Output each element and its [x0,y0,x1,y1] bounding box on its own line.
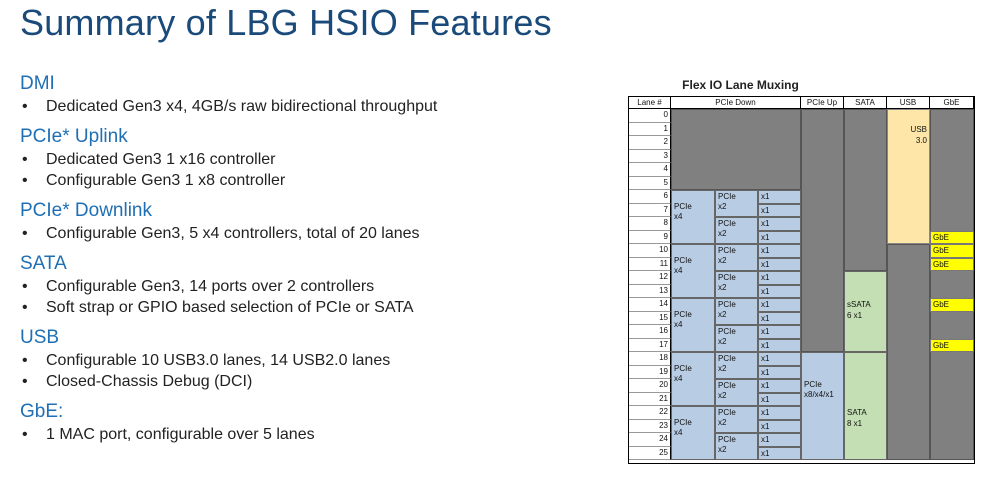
pcie-x1-cell: x1 [758,258,801,272]
lane-number: 11 [629,258,671,272]
lane-number: 4 [629,163,671,177]
lane-number: 20 [629,379,671,393]
lane-number: 18 [629,352,671,366]
header-pcie-up: PCIe Up [801,97,844,109]
pcie-x2-cell: PCIe x2 [715,352,758,379]
lane-number: 25 [629,447,671,461]
section-heading: USB [20,327,60,348]
header-pcie-down: PCIe Down [671,97,801,109]
section-usb [20,326,580,392]
bullet-item: • Configurable 10 USB3.0 lanes, 14 USB2.0 lanes [20,350,580,371]
lane-number: 19 [629,366,671,380]
lane-number: 17 [629,339,671,353]
pcie-x4-cell: PCIe x4 [671,406,715,460]
pcie-up-unavailable [801,109,844,352]
header-gbe: GbE [930,97,974,109]
pcie-x1-cell: x1 [758,271,801,285]
pcie-x2-cell: PCIe x2 [715,406,758,433]
bullet-item: • Configurable Gen3, 5 x4 controllers, total of 20 lanes [20,223,580,244]
lane-number: 3 [629,150,671,164]
pcie-x1-cell: x1 [758,204,801,218]
bullet-item: • Dedicated Gen3 x4, 4GB/s raw bidirectional throughput [20,96,580,117]
pcie-x2-cell: PCIe x2 [715,217,758,244]
section-heading: PCIe* Uplink [20,126,128,147]
section-heading: SATA [20,253,67,274]
pcie-x2-cell: PCIe x2 [715,190,758,217]
section-heading: PCIe* Downlink [20,200,152,221]
header-sata: SATA [844,97,887,109]
lane-number: 14 [629,298,671,312]
bullet-item: • Soft strap or GPIO based selection of PCIe or SATA [20,297,580,318]
gbe-cell: GbE [930,258,974,272]
pcie-x1-cell: x1 [758,379,801,393]
pcie-x1-cell: x1 [758,339,801,353]
pcie-x1-cell: x1 [758,231,801,245]
gbe-cell: GbE [930,231,974,245]
pcie-x2-cell: PCIe x2 [715,325,758,352]
bullet-item: • Configurable Gen3 1 x8 controller [20,170,580,191]
section-heading: DMI [20,73,55,94]
lane-number: 15 [629,312,671,326]
pcie-x1-cell: x1 [758,406,801,420]
lane-number: 10 [629,244,671,258]
gbe-cell: GbE [930,298,974,312]
pcie-x1-cell: x1 [758,244,801,258]
pcie-down-unavailable [671,109,801,190]
lane-number: 23 [629,420,671,434]
flex-io-lane-muxing [628,78,973,464]
pcie-x1-cell: x1 [758,298,801,312]
pcie-x4-cell: PCIe x4 [671,352,715,406]
section-pcie-uplink [20,125,580,191]
pcie-x4-cell: PCIe x4 [671,298,715,352]
lane-number: 1 [629,123,671,137]
lane-number: 24 [629,433,671,447]
pcie-x2-cell: PCIe x2 [715,298,758,325]
lane-number: 16 [629,325,671,339]
usb-unavailable [887,244,930,460]
pcie-x1-cell: x1 [758,190,801,204]
lane-number: 7 [629,204,671,218]
lane-number: 22 [629,406,671,420]
section-gbe [20,400,580,445]
lane-number: 13 [629,285,671,299]
gbe-cell: GbE [930,244,974,258]
header-usb: USB [887,97,930,109]
feature-list [20,72,580,453]
lane-number: 0 [629,109,671,123]
bullet-item: • Dedicated Gen3 1 x16 controller [20,149,580,170]
lane-number: 2 [629,136,671,150]
pcie-x1-cell: x1 [758,366,801,380]
muxing-title: Flex IO Lane Muxing [682,78,799,92]
pcie-x2-cell: PCIe x2 [715,433,758,460]
sata-cell: SATA 8 x1 [844,352,887,460]
pcie-x4-cell: PCIe x4 [671,190,715,244]
pcie-x1-cell: x1 [758,285,801,299]
sata-unavailable [844,109,887,271]
pcie-x2-cell: PCIe x2 [715,244,758,271]
pcie-x1-cell: x1 [758,352,801,366]
section-heading: GbE: [20,401,64,422]
pcie-x1-cell: x1 [758,393,801,407]
ssata-cell: sSATA 6 x1 [844,271,887,352]
pcie-x4-cell: PCIe x4 [671,244,715,298]
bullet-item: • 1 MAC port, configurable over 5 lanes [20,424,580,445]
pcie-x2-cell: PCIe x2 [715,271,758,298]
pcie-x1-cell: x1 [758,447,801,461]
pcie-x1-cell: x1 [758,325,801,339]
bullet-item: • Configurable Gen3, 14 ports over 2 controllers [20,276,580,297]
usb3-cell: USB 3.0 [887,109,930,244]
lane-number: 12 [629,271,671,285]
pcie-x2-cell: PCIe x2 [715,379,758,406]
section-sata [20,252,580,318]
pcie-x1-cell: x1 [758,420,801,434]
section-dmi [20,72,580,117]
pcie-x1-cell: x1 [758,312,801,326]
lane-number: 8 [629,217,671,231]
header-lane: Lane # [629,97,671,109]
gbe-unavailable [930,109,974,460]
gbe-cell: GbE [930,339,974,353]
pcie-x1-cell: x1 [758,433,801,447]
pcie-x1-cell: x1 [758,217,801,231]
page-title: Summary of LBG HSIO Features [20,2,552,43]
lane-number: 5 [629,177,671,191]
muxing-grid [628,96,975,464]
bullet-item: • Closed-Chassis Debug (DCI) [20,371,580,392]
lane-number: 21 [629,393,671,407]
lane-number: 6 [629,190,671,204]
lane-number: 9 [629,231,671,245]
section-pcie-downlink [20,199,580,244]
pcie-up-cell: PCIe x8/x4/x1 [801,352,844,460]
